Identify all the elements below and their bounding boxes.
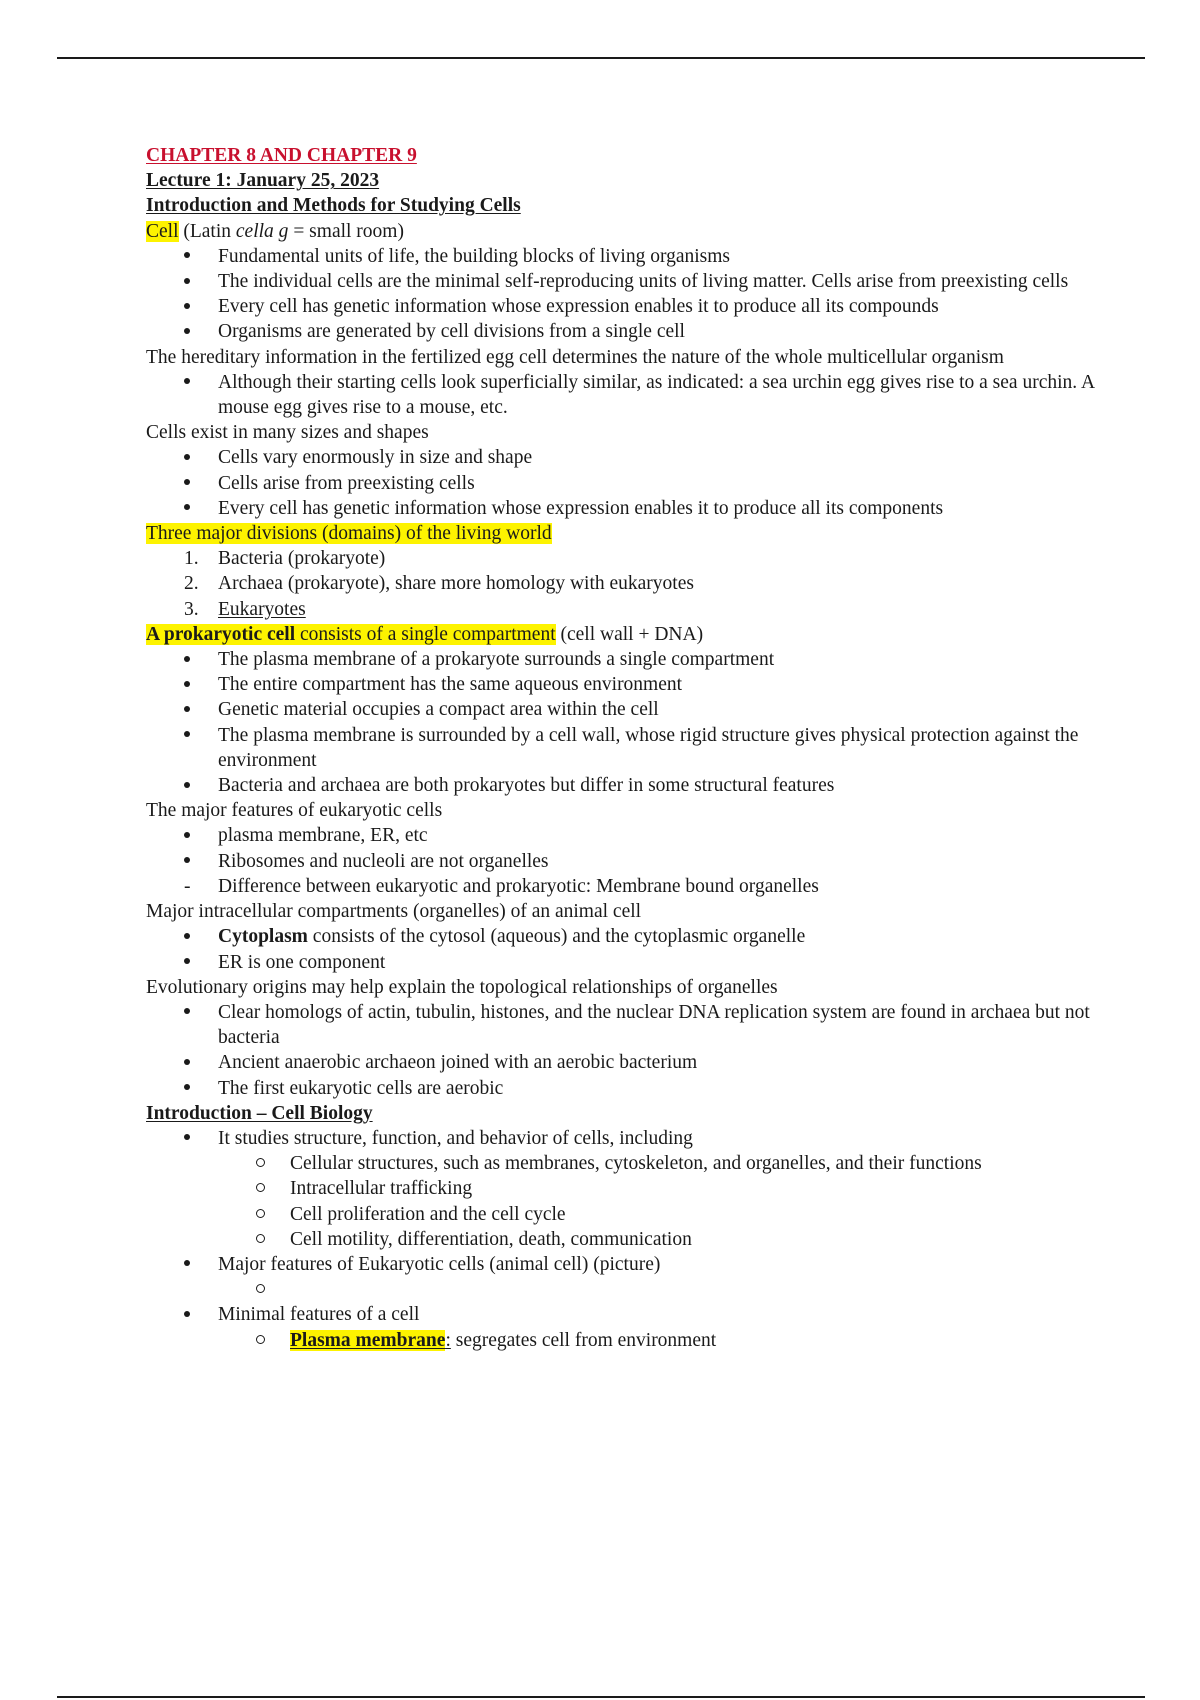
sizes-bullet-list bbox=[146, 445, 1106, 521]
circle-bullet-icon bbox=[256, 1277, 265, 1302]
header-rule bbox=[57, 57, 1145, 59]
prokaryote-line: A prokaryotic cell consists of a single compartment (cell wall + DNA) bbox=[146, 623, 704, 645]
circle-bullet-icon bbox=[256, 1151, 265, 1176]
divisions-heading: Three major divisions (domains) of the living world bbox=[146, 523, 552, 545]
cellbio-bullet-list bbox=[146, 1126, 1106, 1353]
list-item: 2. Archaea (prokaryote), share more homology with eukaryotes bbox=[146, 571, 1106, 596]
bullet-icon bbox=[184, 294, 190, 319]
plasma-membrane-term: Plasma membrane bbox=[290, 1329, 446, 1351]
bullet-icon bbox=[184, 723, 190, 748]
lecture-heading: Lecture 1: January 25, 2023 bbox=[146, 170, 380, 192]
list-item: Cells arise from preexisting cells bbox=[146, 471, 1106, 496]
circle-bullet-icon bbox=[256, 1328, 265, 1353]
bullet-icon bbox=[184, 244, 190, 269]
sub-list-item: Intracellular trafficking bbox=[146, 1176, 1106, 1201]
list-item: The entire compartment has the same aqueous environment bbox=[146, 672, 1106, 697]
list-item: 1. Bacteria (prokaryote) bbox=[146, 546, 1106, 571]
list-item: Every cell has genetic information whose expression enables it to produce all its components bbox=[146, 496, 1106, 521]
bullet-icon bbox=[184, 823, 190, 848]
empty-sub-list-item bbox=[146, 1277, 1106, 1302]
cell-term: Cell bbox=[146, 220, 179, 242]
list-number: 3. bbox=[184, 598, 199, 620]
dash-marker: - bbox=[184, 875, 191, 897]
divisions-numbered-list bbox=[146, 546, 1106, 622]
compartments-bullet-list bbox=[146, 924, 1106, 974]
bullet-icon bbox=[184, 319, 190, 344]
bullet-icon bbox=[184, 496, 190, 521]
list-item: Cells vary enormously in size and shape bbox=[146, 445, 1106, 470]
list-item: The plasma membrane is surrounded by a cell wall, whose rigid structure gives physical protection against the environment bbox=[146, 723, 1106, 773]
list-number: 2. bbox=[184, 573, 199, 595]
hereditary-bullet-list bbox=[146, 370, 1106, 420]
list-item: Major features of Eukaryotic cells (animal cell) (picture) bbox=[146, 1252, 1106, 1277]
bullet-icon bbox=[184, 697, 190, 722]
compartments-paragraph: Major intracellular compartments (organelles) of an animal cell bbox=[146, 901, 642, 923]
sub-list-item: Cellular structures, such as membranes, cytoskeleton, and organelles, and their functions bbox=[146, 1151, 1106, 1176]
list-item: Genetic material occupies a compact area within the cell bbox=[146, 697, 1106, 722]
circle-bullet-icon bbox=[256, 1227, 265, 1252]
list-item: It studies structure, function, and behavior of cells, including bbox=[146, 1126, 1106, 1151]
bullet-icon bbox=[184, 269, 190, 294]
list-item: Bacteria and archaea are both prokaryotes but differ in some structural features bbox=[146, 773, 1106, 798]
bullet-icon bbox=[184, 1050, 190, 1075]
list-item: Organisms are generated by cell divisions from a single cell bbox=[146, 319, 1106, 344]
bullet-icon bbox=[184, 950, 190, 975]
bullet-icon bbox=[184, 471, 190, 496]
hereditary-paragraph: The hereditary information in the fertilized egg cell determines the nature of the whole multicellular organism bbox=[146, 346, 1004, 368]
bullet-icon bbox=[184, 849, 190, 874]
chapter-heading: CHAPTER 8 AND CHAPTER 9 bbox=[146, 145, 417, 166]
prokaryote-bullet-list bbox=[146, 647, 1106, 798]
cell-bullet-list bbox=[146, 244, 1106, 345]
section-heading-intro-methods: Introduction and Methods for Studying Cells bbox=[146, 195, 521, 217]
evolution-bullet-list bbox=[146, 1000, 1106, 1101]
list-number: 1. bbox=[184, 548, 199, 570]
sub-list-item: Cell motility, differentiation, death, communication bbox=[146, 1227, 1106, 1252]
bullet-icon bbox=[184, 1302, 190, 1327]
bullet-icon bbox=[184, 1000, 190, 1025]
list-item: plasma membrane, ER, etc bbox=[146, 823, 1106, 848]
eukaryote-bullet-list bbox=[146, 823, 1106, 899]
bullet-icon bbox=[184, 445, 190, 470]
evolution-paragraph: Evolutionary origins may help explain the topological relationships of organelles bbox=[146, 976, 778, 998]
list-item: Ribosomes and nucleoli are not organelles bbox=[146, 849, 1106, 874]
bullet-icon bbox=[184, 370, 190, 395]
circle-bullet-icon bbox=[256, 1176, 265, 1201]
bullet-icon bbox=[184, 773, 190, 798]
footer-rule bbox=[57, 1696, 1145, 1698]
sizes-paragraph: Cells exist in many sizes and shapes bbox=[146, 422, 429, 444]
eukaryote-paragraph: The major features of eukaryotic cells bbox=[146, 800, 443, 822]
bullet-icon bbox=[184, 1252, 190, 1277]
list-item: Fundamental units of life, the building blocks of living organisms bbox=[146, 244, 1106, 269]
list-item: Although their starting cells look superficially similar, as indicated: a sea urchin egg gives rise to a sea urchin. A mouse egg gives rise to a mouse, etc. bbox=[146, 370, 1106, 420]
sub-list-item: Cell proliferation and the cell cycle bbox=[146, 1202, 1106, 1227]
list-item: 3. Eukaryotes bbox=[146, 597, 1106, 622]
list-item: The first eukaryotic cells are aerobic bbox=[146, 1076, 1106, 1101]
list-item: Ancient anaerobic archaeon joined with an aerobic bacterium bbox=[146, 1050, 1106, 1075]
list-item: Cytoplasm consists of the cytosol (aqueous) and the cytoplasmic organelle bbox=[146, 924, 1106, 949]
document-body bbox=[146, 143, 1106, 1353]
cell-definition: Cell (Latin cella g = small room) bbox=[146, 220, 404, 242]
sub-list-item: Plasma membrane: segregates cell from environment bbox=[146, 1328, 1106, 1353]
circle-bullet-icon bbox=[256, 1202, 265, 1227]
bullet-icon bbox=[184, 1076, 190, 1101]
bullet-icon bbox=[184, 924, 190, 949]
list-item: The plasma membrane of a prokaryote surrounds a single compartment bbox=[146, 647, 1106, 672]
list-item: Minimal features of a cell bbox=[146, 1302, 1106, 1327]
list-item: The individual cells are the minimal self-reproducing units of living matter. Cells arise from preexisting cells bbox=[146, 269, 1106, 294]
bullet-icon bbox=[184, 647, 190, 672]
list-item: ER is one component bbox=[146, 950, 1106, 975]
list-item: Clear homologs of actin, tubulin, histones, and the nuclear DNA replication system are found in archaea but not bacteria bbox=[146, 1000, 1106, 1050]
bullet-icon bbox=[184, 1126, 190, 1151]
list-item: - Difference between eukaryotic and prokaryotic: Membrane bound organelles bbox=[146, 874, 1106, 899]
bullet-icon bbox=[184, 672, 190, 697]
section-heading-cell-biology: Introduction – Cell Biology bbox=[146, 1102, 373, 1124]
list-item: Every cell has genetic information whose expression enables it to produce all its compounds bbox=[146, 294, 1106, 319]
